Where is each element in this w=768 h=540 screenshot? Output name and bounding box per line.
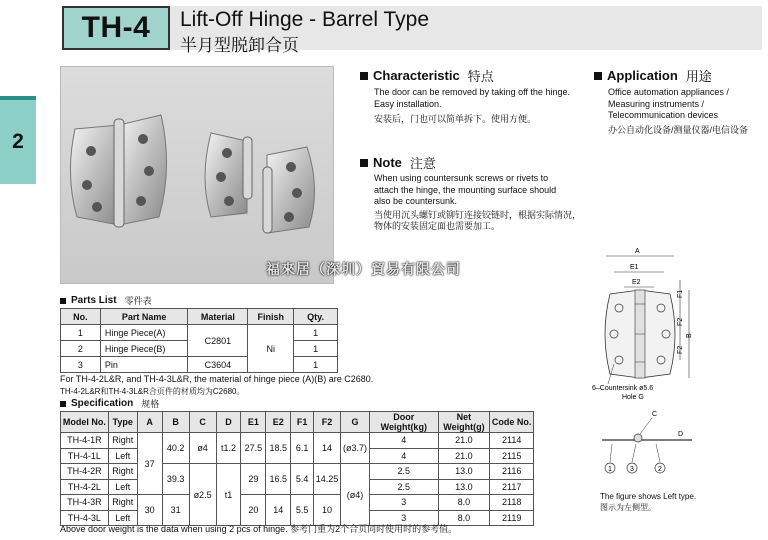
parts-qty-cell: 1	[294, 325, 338, 341]
parts-material-cell: C3604	[188, 357, 248, 373]
parts-list-title-cn: 零件表	[124, 296, 152, 306]
spec-door-weight-cell: 3	[370, 510, 438, 526]
spec-d-cell: t1.2	[216, 433, 241, 464]
side-view-drawing	[596, 408, 706, 480]
spec-type-cell: Left	[108, 479, 137, 495]
spec-model-cell: TH-4-2L	[61, 479, 109, 495]
dimension-drawing	[592, 244, 692, 404]
spec-header-cell: A	[137, 412, 162, 433]
dim-label-f1: F1	[677, 289, 684, 298]
spec-header-cell: Door Weight(kg)	[370, 412, 438, 433]
note-line: also be countersunk.	[374, 196, 458, 206]
spec-net-weight-cell: 21.0	[438, 448, 490, 464]
dim-label-b: B	[686, 333, 693, 338]
bullet-square-icon	[360, 72, 368, 80]
dim-label-f2-lower: F2	[677, 345, 684, 354]
dim-label-a: A	[635, 248, 640, 255]
spec-net-weight-cell: 8.0	[438, 495, 490, 511]
spec-code-cell: 2115	[490, 448, 534, 464]
spec-d-cell: t1	[216, 464, 241, 526]
spec-header-cell: E2	[266, 412, 291, 433]
countersink-label: 6–Countersink ø5.6	[592, 385, 654, 392]
chapter-tab	[0, 96, 36, 184]
material-note-cn: TH-4-2L&R和TH-4-3L&R合页件的材质均为C2680。	[60, 387, 245, 396]
spec-f1-cell: 5.4	[291, 464, 314, 495]
spec-door-weight-cell: 4	[370, 433, 438, 449]
spec-net-weight-cell: 8.0	[438, 510, 490, 526]
parts-list-title: Parts List	[71, 295, 117, 306]
spec-header-cell: Type	[108, 412, 137, 433]
spec-door-weight-cell: 2.5	[370, 464, 438, 480]
characteristic-line: The door can be removed by taking off the hinge.	[374, 87, 570, 97]
spec-header-cell: G	[341, 412, 370, 433]
characteristic-title-cn: 特点	[467, 69, 494, 84]
spec-header-cell: Code No.	[490, 412, 534, 433]
note-line-cn: 物体的安装固定面也需要加工。	[374, 221, 501, 231]
characteristic-title: Characteristic	[373, 68, 460, 83]
spec-type-cell: Right	[108, 464, 137, 480]
note-text	[374, 173, 581, 233]
spec-b-cell: 40.2	[162, 433, 189, 464]
spec-code-cell: 2119	[490, 510, 534, 526]
spec-net-weight-cell: 13.0	[438, 479, 490, 495]
parts-header-cell: Material	[188, 309, 248, 325]
spec-header-cell: E1	[241, 412, 266, 433]
spec-f2-cell: 14.25	[314, 464, 341, 495]
specification-heading	[60, 397, 159, 410]
spec-f1-cell: 5.5	[291, 495, 314, 526]
parts-list-heading	[60, 294, 152, 307]
spec-header-cell: D	[216, 412, 241, 433]
parts-header-cell: Finish	[248, 309, 294, 325]
specification-table	[60, 411, 534, 526]
callout-1: 1	[608, 466, 612, 473]
application-line: Measuring instruments /	[608, 98, 705, 109]
table-row	[61, 325, 338, 341]
spec-header-row	[61, 412, 534, 433]
note-line: When using countersunk screws or rivets to	[374, 173, 549, 183]
parts-name-cell: Hinge Piece(B)	[100, 341, 188, 357]
parts-header-cell: No.	[61, 309, 101, 325]
parts-finish-cell: Ni	[248, 325, 294, 373]
spec-header-cell: Net Weight(g)	[438, 412, 490, 433]
bullet-square-icon	[594, 72, 602, 80]
spec-b-cell: 31	[162, 495, 189, 526]
spec-door-weight-cell: 3	[370, 495, 438, 511]
spec-header-cell: C	[189, 412, 216, 433]
spec-e1-cell: 29	[241, 464, 266, 495]
note-title: Note	[373, 155, 402, 170]
application-heading	[594, 66, 712, 85]
bullet-square-icon	[360, 159, 368, 167]
drawing-caption-cn: 图示为左侧型。	[600, 503, 656, 512]
parts-material-cell: C2801	[188, 325, 248, 357]
spec-c-cell: ø2.5	[189, 464, 216, 526]
table-row	[61, 495, 534, 511]
chapter-number: 2	[12, 130, 24, 153]
application-line: Telecommunication devices	[608, 110, 719, 120]
note-title-cn: 注意	[409, 156, 436, 171]
bullet-square-icon	[60, 401, 66, 407]
spec-e2-cell: 18.5	[266, 433, 291, 464]
spec-type-cell: Left	[108, 510, 137, 526]
note-line-cn: 当使用沉头螺钉或铆钉连接铰链时，根据实际情况，	[374, 209, 582, 220]
callout-2: 2	[658, 466, 662, 473]
application-line-cn: 办公自动化设备/测量仪器/电信设备	[608, 124, 749, 135]
spec-f1-cell: 6.1	[291, 433, 314, 464]
spec-f2-cell: 14	[314, 433, 341, 464]
spec-door-weight-cell: 2.5	[370, 479, 438, 495]
parts-table	[60, 308, 338, 373]
application-text	[608, 87, 748, 136]
drawing-caption	[600, 491, 696, 513]
model-badge	[62, 6, 170, 50]
spec-e2-cell: 14	[266, 495, 291, 526]
page-title: Lift-Off Hinge - Barrel Type	[180, 8, 429, 31]
spec-code-cell: 2117	[490, 479, 534, 495]
table-row	[61, 433, 534, 449]
spec-code-cell: 2116	[490, 464, 534, 480]
specification-title: Specification	[71, 398, 134, 409]
hinge-photo-image	[61, 67, 335, 285]
watermark: 福來居（深圳）貿易有限公司	[266, 261, 461, 277]
spec-door-weight-cell: 4	[370, 448, 438, 464]
spec-g-cell: (ø3.7)	[341, 433, 370, 464]
model-number: TH-4	[81, 11, 151, 44]
spec-f2-cell: 10	[314, 495, 341, 526]
spec-header-cell: F1	[291, 412, 314, 433]
note-line: attach the hinge, the mounting surface should	[374, 184, 557, 195]
spec-model-cell: TH-4-3R	[61, 495, 109, 511]
spec-code-cell: 2118	[490, 495, 534, 511]
spec-header-cell: B	[162, 412, 189, 433]
drawing-caption-en: The figure shows Left type.	[600, 492, 697, 501]
spec-e2-cell: 16.5	[266, 464, 291, 495]
spec-model-cell: TH-4-1R	[61, 433, 109, 449]
characteristic-line: Easy installation.	[374, 98, 442, 109]
parts-no-cell: 1	[61, 325, 101, 341]
characteristic-heading	[360, 66, 494, 85]
spec-type-cell: Right	[108, 495, 137, 511]
parts-qty-cell: 1	[294, 357, 338, 373]
parts-header-row	[61, 309, 338, 325]
dim-label-d: D	[678, 431, 684, 438]
application-title-cn: 用途	[685, 69, 712, 84]
characteristic-text	[374, 87, 570, 126]
callout-3: 3	[630, 466, 634, 473]
product-photo	[60, 66, 334, 284]
spec-a-cell: 37	[137, 433, 162, 495]
parts-header-cell: Part Name	[100, 309, 188, 325]
dim-label-e1: E1	[630, 264, 639, 271]
spec-footnote: Above door weight is the data when using 2 pcs of hinge. 参考门重为2个合页同时使用时的参考值。	[60, 524, 458, 534]
spec-a-cell: 30	[137, 495, 162, 526]
note-heading	[360, 153, 436, 172]
hole-label: Hole G	[622, 394, 644, 401]
spec-header-cell: Model No.	[61, 412, 109, 433]
spec-e1-cell: 27.5	[241, 433, 266, 464]
spec-c-cell: ø4	[189, 433, 216, 464]
spec-model-cell: TH-4-1L	[61, 448, 109, 464]
dim-label-f2-upper: F2	[677, 317, 684, 326]
spec-code-cell: 2114	[490, 433, 534, 449]
application-title: Application	[607, 68, 678, 83]
spec-type-cell: Left	[108, 448, 137, 464]
dim-label-e2: E2	[632, 279, 641, 286]
spec-g-cell: (ø4)	[341, 464, 370, 526]
parts-qty-cell: 1	[294, 341, 338, 357]
spec-header-cell: F2	[314, 412, 341, 433]
material-note: For TH-4-2L&R, and TH-4-3L&R, the material of hinge piece (A)(B) are C2680.	[60, 374, 374, 384]
parts-name-cell: Hinge Piece(A)	[100, 325, 188, 341]
table-row	[61, 464, 534, 480]
parts-header-cell: Qty.	[294, 309, 338, 325]
spec-type-cell: Right	[108, 433, 137, 449]
parts-no-cell: 2	[61, 341, 101, 357]
table-row	[61, 357, 338, 373]
characteristic-line-cn: 安装后，门也可以简单拆下。使用方便。	[374, 114, 537, 124]
page-subtitle: 半月型脱卸合页	[180, 36, 299, 55]
spec-model-cell: TH-4-2R	[61, 464, 109, 480]
spec-net-weight-cell: 13.0	[438, 464, 490, 480]
bullet-square-icon	[60, 298, 66, 304]
spec-net-weight-cell: 21.0	[438, 433, 490, 449]
application-line: Office automation appliances /	[608, 87, 729, 97]
parts-name-cell: Pin	[100, 357, 188, 373]
dim-label-c: C	[652, 411, 658, 418]
spec-model-cell: TH-4-3L	[61, 510, 109, 526]
spec-e1-cell: 20	[241, 495, 266, 526]
spec-b-cell: 39.3	[162, 464, 189, 495]
parts-no-cell: 3	[61, 357, 101, 373]
specification-title-cn: 规格	[141, 399, 160, 409]
